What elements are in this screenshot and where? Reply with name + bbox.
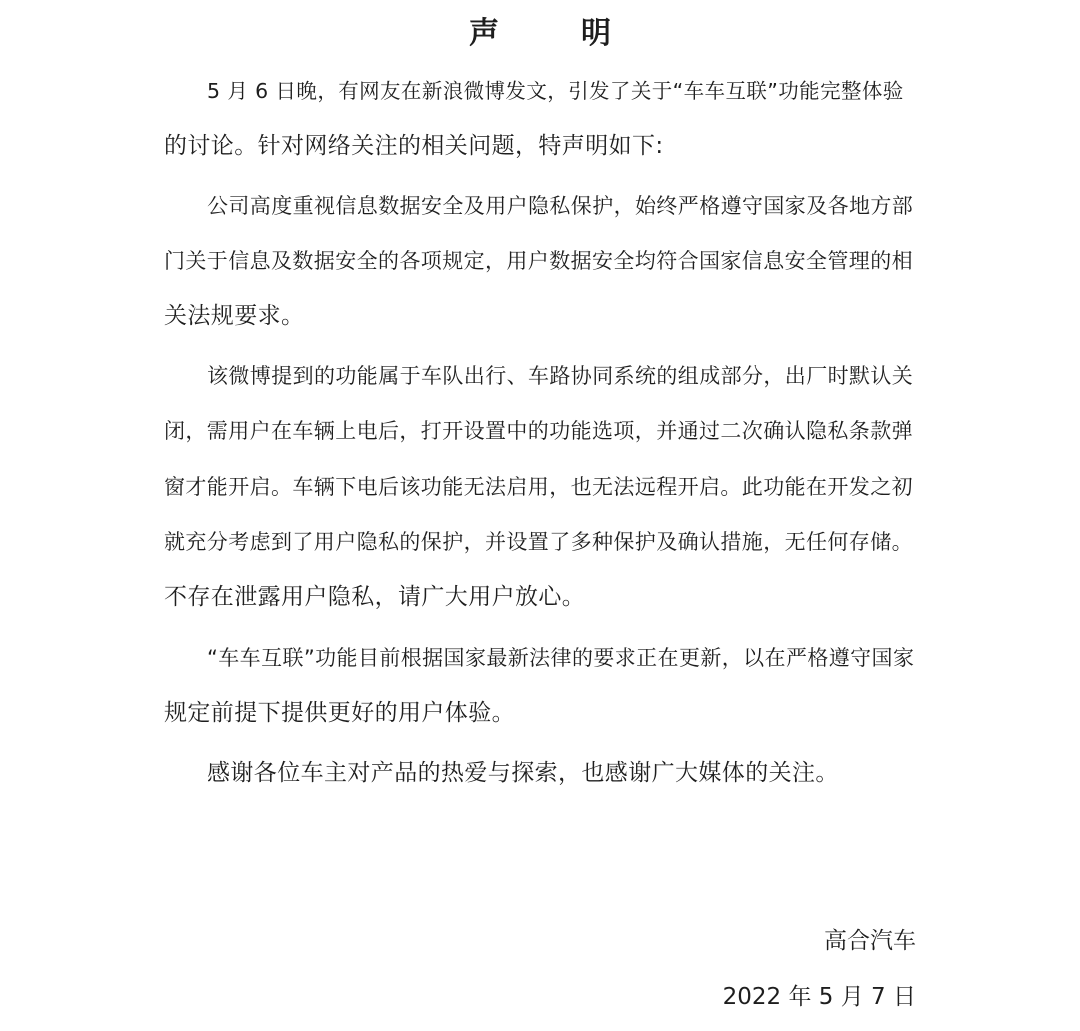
signature-date: 2022 年 5 月 7 日 [722,984,916,1010]
paragraph-3-line-1: 该微博提到的功能属于车队出行、车路协同系统的组成部分，出厂时默认关 [207,364,914,388]
paragraph-2-line-1: 公司高度重视信息数据安全及用户隐私保护，始终严格遵守国家及各地方部 [207,194,914,218]
paragraph-3-line-3: 窗才能开启。车辆下电后该功能无法启用，也无法远程开启。此功能在开发之初 [164,475,913,499]
paragraph-4-line-1: “车车互联”功能目前根据国家最新法律的要求正在更新，以在严格遵守国家 [207,646,915,670]
document-title: 声 明 [469,16,637,51]
paragraph-5-line-1: 感谢各位车主对产品的热爱与探索，也感谢广大媒体的关注。 [207,760,839,786]
paragraph-3-line-2: 闭，需用户在车辆上电后，打开设置中的功能选项，并通过二次确认隐私条款弹 [164,419,913,443]
paragraph-4-line-2: 规定前提下提供更好的用户体验。 [164,700,515,726]
paragraph-3-line-4: 就充分考虑到了用户隐私的保护，并设置了多种保护及确认措施，无任何存储。 [164,530,913,554]
signature-company: 高合汽车 [824,928,916,954]
paragraph-1-line-1: 5 月 6 日晚，有网友在新浪微博发文，引发了关于“车车互联”功能完整体验 [207,79,904,103]
paragraph-3-line-5: 不存在泄露用户隐私，请广大用户放心。 [164,584,586,610]
paragraph-1-line-2: 的讨论。针对网络关注的相关问题，特声明如下: [164,133,664,159]
paragraph-2-line-2: 门关于信息及数据安全的各项规定，用户数据安全均符合国家信息安全管理的相 [164,249,913,273]
paragraph-2-line-3: 关法规要求。 [164,303,305,329]
